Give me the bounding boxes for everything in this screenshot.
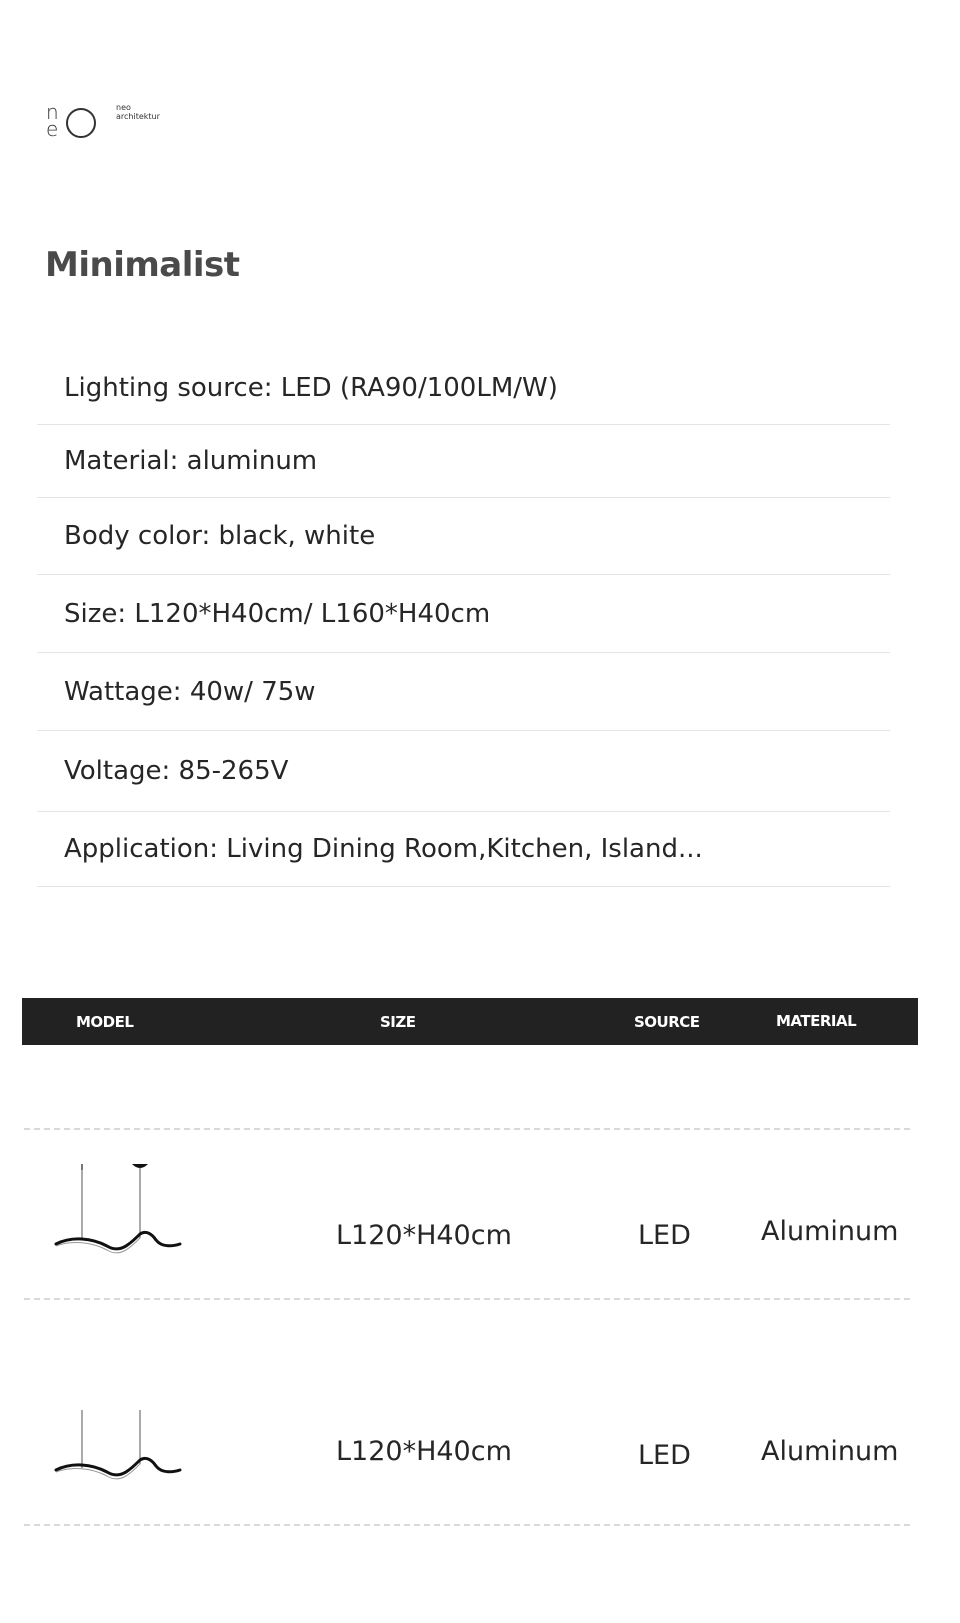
cell-material: Aluminum [761, 1436, 899, 1467]
brand-logo [46, 100, 196, 150]
spec-size: Size: L120*H40cm/ L160*H40cm [37, 575, 890, 653]
column-header-model: MODEL [76, 1013, 134, 1031]
cell-size: L120*H40cm [336, 1220, 512, 1251]
table-row [22, 1160, 918, 1270]
cell-source: LED [638, 1220, 691, 1251]
logo-mark [46, 100, 106, 146]
row-divider [24, 1524, 910, 1526]
column-header-source: SOURCE [634, 1013, 700, 1031]
logo-text-line2: architektur [116, 112, 160, 121]
spec-lighting-source: Lighting source: LED (RA90/100LM/W) [37, 352, 890, 425]
cell-material: Aluminum [761, 1216, 899, 1247]
logo-text-line1: neo [116, 103, 131, 112]
cell-source: LED [638, 1440, 691, 1471]
table-header [22, 998, 918, 1045]
logo-letter-e: e [46, 117, 59, 141]
wavy-pendant-lamp-icon [52, 1160, 184, 1260]
column-header-material: MATERIAL [776, 1012, 857, 1030]
cell-size: L120*H40cm [336, 1436, 512, 1467]
spec-wattage: Wattage: 40w/ 75w [37, 653, 890, 731]
logo-letter-n: n [46, 100, 59, 124]
row-divider [24, 1298, 910, 1300]
page-title: Minimalist [45, 245, 240, 285]
table-row [22, 1400, 918, 1500]
spec-application: Application: Living Dining Room,Kitchen, Island... [37, 812, 890, 887]
column-header-size: SIZE [380, 1013, 416, 1031]
wavy-pendant-lamp-icon [52, 1408, 184, 1488]
logo-circle-icon [66, 108, 96, 138]
spec-material: Material: aluminum [37, 425, 890, 498]
spec-body-color: Body color: black, white [37, 498, 890, 575]
spec-voltage: Voltage: 85-265V [37, 731, 890, 812]
row-divider [24, 1128, 910, 1130]
spec-list [37, 352, 890, 887]
logo-wordmark [116, 103, 160, 121]
